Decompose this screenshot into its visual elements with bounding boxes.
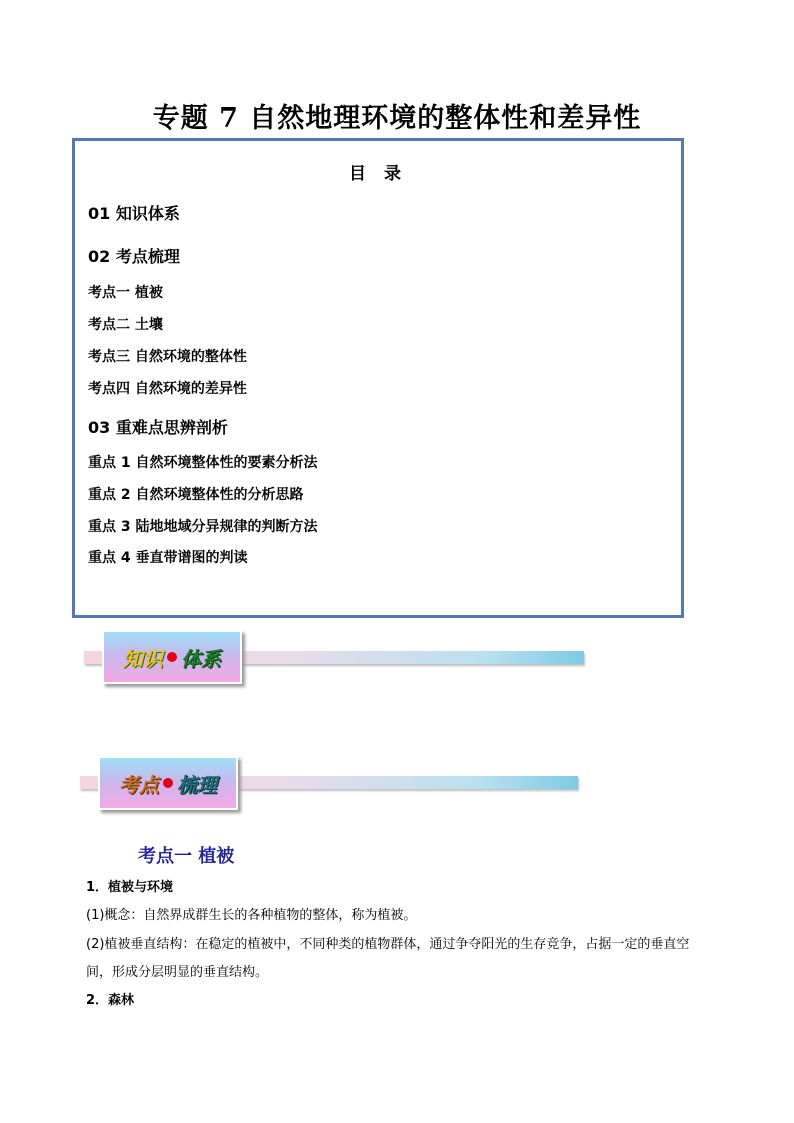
banner-tab (98, 756, 238, 810)
banner-text-zhishi: 知识 (123, 646, 163, 671)
bullet-dot-icon (167, 652, 177, 662)
toc-section-key-points[interactable]: 03 重难点思辨剖析 (88, 418, 228, 437)
banner-text-kaodian: 考点 (119, 772, 159, 797)
paragraph-concept: (1)概念：自然界成群生长的各种植物的整体，称为植被。 (86, 908, 417, 923)
banner-text-tixi: 体系 (181, 646, 221, 671)
toc-item-kaodian-3[interactable]: 考点三 自然环境的整体性 (88, 349, 247, 365)
paragraph-vertical-structure: (2)植被垂直结构：在稳定的植被中，不同种类的植物群体，通过争夺阳光的生存竞争，占据一定的垂直空 (86, 937, 690, 952)
toc-section-knowledge[interactable]: 01 知识体系 (88, 204, 180, 223)
paragraph-vertical-structure-cont: 间，形成分层明显的垂直结构。 (86, 965, 269, 980)
banner-text-shuli: 梳理 (177, 772, 217, 797)
toc-item-zhongdian-4[interactable]: 重点 4 垂直带谱图的判读 (88, 550, 248, 566)
bullet-dot-icon (163, 778, 173, 788)
toc-item-kaodian-4[interactable]: 考点四 自然环境的差异性 (88, 381, 247, 397)
banner-tab (102, 630, 242, 684)
table-of-contents (72, 138, 684, 618)
toc-item-kaodian-2[interactable]: 考点二 土壤 (88, 317, 163, 333)
toc-section-exam-points[interactable]: 02 考点梳理 (88, 247, 180, 266)
heading-forest: 2．森林 (86, 993, 135, 1008)
section-title-kaodian-1: 考点一 植被 (138, 846, 235, 867)
document-title: 专题 7 自然地理环境的整体性和差异性 (152, 103, 642, 134)
toc-heading: 目 录 (349, 164, 407, 184)
toc-item-kaodian-1[interactable]: 考点一 植被 (88, 285, 163, 301)
heading-vegetation-environment: 1．植被与环境 (86, 880, 174, 895)
toc-item-zhongdian-3[interactable]: 重点 3 陆地地域分异规律的判断方法 (88, 519, 318, 535)
toc-item-zhongdian-1[interactable]: 重点 1 自然环境整体性的要素分析法 (88, 455, 318, 471)
toc-item-zhongdian-2[interactable]: 重点 2 自然环境整体性的分析思路 (88, 487, 304, 503)
